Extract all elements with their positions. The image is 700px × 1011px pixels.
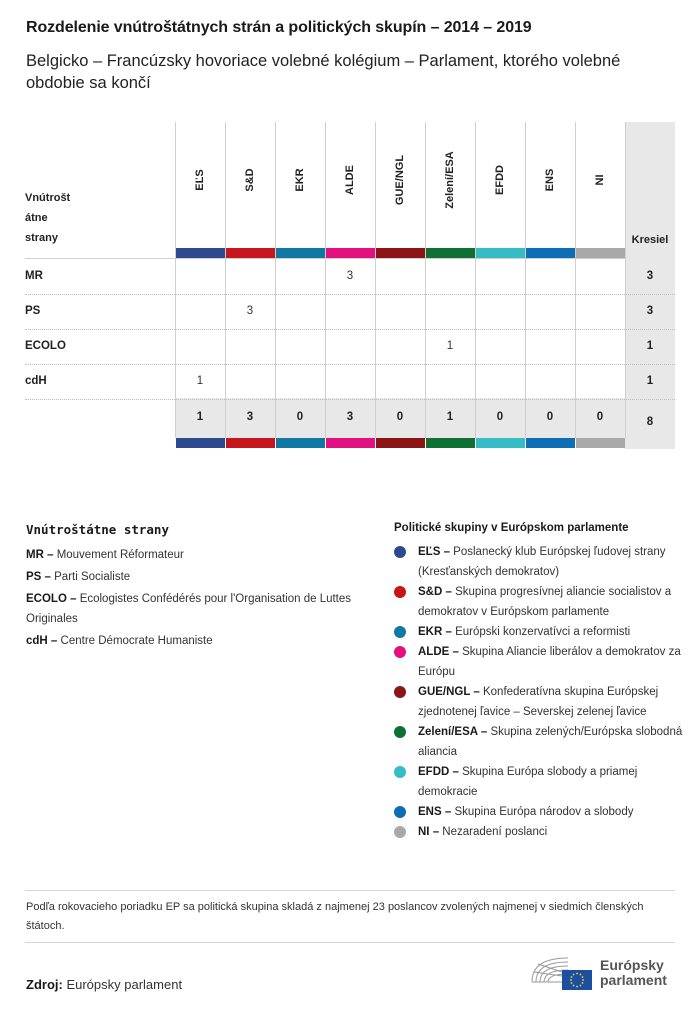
header-divider [25,258,625,259]
table-cell: 3 [246,305,254,317]
group-color-dot-icon [394,686,406,698]
party-abbr: MR [26,549,44,561]
party-abbr: cdH [26,635,48,647]
party-abbr: ECOLO [26,593,67,605]
group-abbr: EĽS [418,546,441,558]
divider [25,890,675,891]
group-color-bar [226,438,275,448]
column-header-alde [325,122,375,248]
column-header-label: NI [594,174,606,186]
parliament-hemicycle-icon [528,952,594,992]
group-color-bar [176,438,225,448]
column-total: 0 [596,411,604,423]
group-legend-item [394,582,684,622]
group-color-dot-icon [394,546,406,558]
group-legend-item [394,762,684,802]
group-color-bar [326,438,375,448]
source-label: Zdroj: [26,977,63,992]
dash: – [47,635,61,647]
party-name: Mouvement Réformateur [56,549,184,561]
dash: – [477,726,491,738]
group-legend-item [394,642,684,682]
row-header [25,188,70,248]
row-label-ecolo: ECOLO [25,340,66,352]
party-legend-item [26,631,356,651]
group-color-dot-icon [394,586,406,598]
row-divider [25,294,675,295]
group-name: Nezaradení poslanci [442,826,548,838]
groups-legend-title: Politické skupiny v Európskom parlamente [394,522,629,534]
group-abbr: S&D [418,586,443,598]
row-total: 3 [646,305,654,317]
group-abbr: GUE/NGL [418,686,471,698]
groups-legend [394,522,684,842]
column-total: 3 [346,411,354,423]
group-color-bar [226,248,275,258]
dash: – [449,766,463,778]
group-legend-item [394,722,684,762]
row-divider [25,329,675,330]
parties-legend [26,522,356,653]
group-color-bar [526,248,575,258]
dash: – [41,571,55,583]
column-total: 0 [496,411,504,423]
group-abbr: EFDD [418,766,450,778]
column-total: 0 [296,411,304,423]
column-header-label: Zelení/ESA [444,151,456,209]
group-legend-item [394,822,684,842]
column-header-ens [525,122,575,248]
dash: – [441,806,455,818]
group-color-bar [276,438,325,448]
column-header-ekr [275,122,325,248]
group-legend-item [394,542,684,582]
party-abbr: PS [26,571,42,583]
group-color-bar [476,438,525,448]
column-header-gue-ngl [375,122,425,248]
source [26,977,182,992]
column-total: 3 [246,411,254,423]
row-label-mr: MR [25,270,43,282]
group-color-bar [576,248,625,258]
group-name: Skupina Aliancie liberálov a demokratov za Európu [418,646,681,678]
party-name: Ecologistes Confédérés pour l'Organisation de Luttes Originales [26,593,352,625]
column-header-label: EFDD [494,165,506,195]
dash: – [449,646,463,658]
row-label-ps: PS [25,305,41,317]
group-color-bar [426,438,475,448]
group-color-dot-icon [394,626,406,638]
group-legend-item [394,682,684,722]
divider [25,942,675,943]
group-name: Skupina Európa národov a slobody [454,806,634,818]
footnote: Podľa rokovacieho poriadku EP sa politická skupina skladá z najmenej 23 poslancov zvolených najmenej v siedmich členských štátoch. [26,901,644,932]
party-name: Centre Démocrate Humaniste [60,635,213,647]
group-color-dot-icon [394,806,406,818]
group-color-dot-icon [394,766,406,778]
column-header-zelen-esa [425,122,475,248]
group-name: Skupina Európa slobody a priamej demokracie [418,766,638,798]
group-color-dot-icon [394,646,406,658]
group-name: Európski konzervatívci a reformisti [455,626,631,638]
seat-distribution-table [25,122,675,452]
party-legend-item [26,589,356,629]
dash: – [66,593,80,605]
dash: – [470,686,483,698]
column-header-label: ALDE [344,165,356,195]
dash: – [442,586,456,598]
column-header-label: EĽS [194,169,206,191]
parties-legend-title: Vnútroštátne strany [26,522,169,537]
logo-text [600,958,667,988]
group-name: Skupina zelených/Európska slobodná aliancia [418,726,683,758]
row-total: 1 [646,340,654,352]
row-header-line: átne [25,212,48,224]
column-total: 1 [446,411,454,423]
column-total: 0 [546,411,554,423]
row-total: 1 [646,375,654,387]
group-color-dot-icon [394,726,406,738]
group-color-bar [376,248,425,258]
group-color-bar [276,248,325,258]
party-legend-item [26,545,356,565]
group-color-bar [326,248,375,258]
group-color-bar [426,248,475,258]
column-header-label: GUE/NGL [394,154,406,206]
european-parliament-logo [528,952,678,992]
group-color-bar [576,438,625,448]
group-abbr: Zelení/ESA [418,726,478,738]
group-abbr: NI [418,826,430,838]
column-header-label: EKR [294,168,306,192]
page-subtitle: Belgicko – Francúzsky hovoriace volebné kolégium – Parlament, ktorého volebné obdobie sa končí [26,52,621,92]
party-legend-item [26,567,356,587]
grand-total: 8 [646,416,654,428]
row-divider [25,399,675,400]
group-name: Skupina progresívnej aliancie socialistov a demokratov v Európskom parlamente [418,586,672,618]
group-color-bar [176,248,225,258]
group-legend-item [394,622,684,642]
page-title: Rozdelenie vnútroštátnych strán a politických skupín – 2014 – 2019 [26,19,532,36]
table-cell: 1 [446,340,454,352]
group-abbr: ALDE [418,646,450,658]
column-header-s-d [225,122,275,248]
logo-line: parlament [600,972,667,988]
group-color-dot-icon [394,826,406,838]
column-header-label: ENS [544,168,556,192]
party-name: Parti Socialiste [54,571,131,583]
column-header-efdd [475,122,525,248]
group-color-bar [376,438,425,448]
dash: – [440,546,454,558]
dash: – [429,826,443,838]
kresiel-header: Kresiel [631,234,669,246]
group-name: Konfederatívna skupina Európskej zjednotenej ľavice – Severskej zelenej ľavice [418,686,659,718]
table-cell: 1 [196,375,204,387]
row-label-cdh: cdH [25,375,47,387]
table-cell: 3 [346,270,354,282]
row-header-line: strany [25,232,59,244]
dash: – [43,549,57,561]
column-header-e-s [175,122,225,248]
row-header-line: Vnútrošt [25,192,71,204]
row-total: 3 [646,270,654,282]
column-total: 1 [196,411,204,423]
dash: – [442,626,456,638]
group-legend-item [394,802,684,822]
column-header-label: S&D [244,168,256,192]
row-divider [25,364,675,365]
source-value: Európsky parlament [66,977,183,992]
group-abbr: EKR [418,626,443,638]
column-header-ni [575,122,625,248]
group-color-bar [526,438,575,448]
group-name: Poslanecký klub Európskej ľudovej strany (Kresťanských demokratov) [418,546,666,578]
column-total: 0 [396,411,404,423]
group-abbr: ENS [418,806,442,818]
logo-line: Európsky [600,957,664,973]
group-color-bar [476,248,525,258]
